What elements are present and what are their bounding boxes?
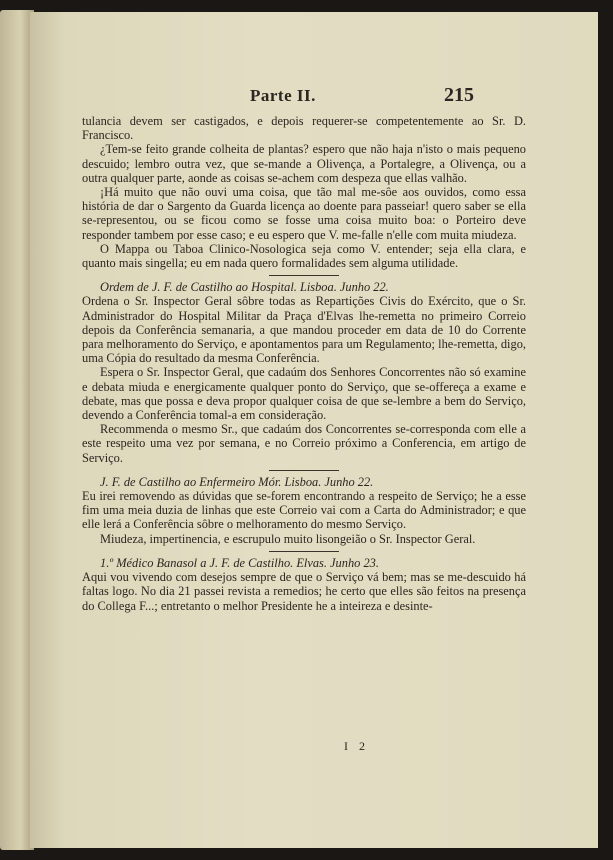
paragraph: Eu irei removendo as dúvidas que se-forem encontrando a respeito de Serviço; he a esse fim uma meia duzia de linhas que este Correio vai com a Carta do Administrador; e que elle lerá a Conferência sôbre o melhoramento do mesmo Serviço. — [82, 489, 526, 532]
section-heading: Ordem de J. F. de Castilho ao Hospital. Lisboa. Junho 22. — [100, 280, 389, 295]
paragraph: Aqui vou vivendo com desejos sempre de que o Serviço vá bem; mas se me-descuido há faltas logo. No dia 21 passei revista a remedios; he certo que elles são feitos na presença do Collega F...; entretanto o melhor Presidente he a inteireza e desinte- — [82, 570, 526, 613]
paragraph: Ordena o Sr. Inspector Geral sôbre todas as Repartições Civis do Exército, que o Sr. Administrador do Hospital Militar da Praça d'Elvas lhe-remetta no primeiro Correio depois da Conferência semanaria, a que mandou proceder em data de 10 do Corrente para melhoramento do Serviço, e apontamentos para um Regulamento; lhe-remetta, digo, uma Cópia do resultado da mesma Conferência. — [82, 294, 526, 366]
paragraph: Recommenda o mesmo Sr., que cadaúm dos Concorrentes se-corresponda com elle a este respeito uma vez por semana, e no Correio próximo a Conferencia, em artigo de Serviço. — [82, 422, 526, 465]
section-divider — [269, 470, 339, 471]
paragraph: ¡Há muito que não ouvi uma coisa, que tão mal me-sôe aos ouvidos, como essa história de dar o Sargento da Guarda licença ao doente para passeiar! quero saber se ella se-representou, ou se ficou como se fosse uma coisa muito boa: o Porteiro deve responder tambem por esse caso; e eu espero que V. me-falle n'elle com muita miudeza. — [82, 185, 526, 242]
part-title: Parte II. — [250, 86, 316, 105]
section-heading: 1.º Médico Banasol a J. F. de Castilho. Elvas. Junho 23. — [100, 555, 379, 570]
left-page-edge — [0, 10, 34, 850]
book-page — [30, 12, 598, 848]
paragraph: tulancia devem ser castigados, e depois requerer-se competentemente ao Sr. D. Francisco. — [82, 114, 526, 143]
signature-mark: I 2 — [344, 739, 369, 753]
section-divider — [269, 275, 339, 276]
section-heading: J. F. de Castilho ao Enfermeiro Mór. Lisboa. Junho 22. — [100, 474, 374, 489]
paragraph: Miudeza, impertinencia, e escrupulo muito lisongeião o Sr. Inspector Geral. — [100, 531, 476, 546]
page-header — [30, 78, 598, 108]
paragraph: Espera o Sr. Inspector Geral, que cadaúm dos Senhores Concorrentes não só examine e debata miuda e energicamente qualquer ponto do Serviço, que se-offereça a exame e debate, mas que possa e deva propor qualquer coisa de que se-lembre a bem do Serviço, devendo a Conferência tomal-a em consideração. — [82, 365, 526, 423]
paragraph: ¿Tem-se feito grande colheita de plantas? espero que não haja n'isto o mais pequeno descuido; lembro outra vez, que se-mande a Olivença, a Portalegre, a Olivença, ou a outra qualquer parte, aonde as coisas se-achem com despeza que ellas valhão. — [82, 142, 526, 185]
section-divider — [269, 551, 339, 552]
body-text — [82, 114, 526, 613]
paragraph: O Mappa ou Taboa Clinico-Nosologica seja como V. entender; seja ella clara, e quanto mais singella; eu em nada quero formalidades sem alguma utilidade. — [82, 241, 526, 271]
page-number: 215 — [444, 84, 474, 106]
